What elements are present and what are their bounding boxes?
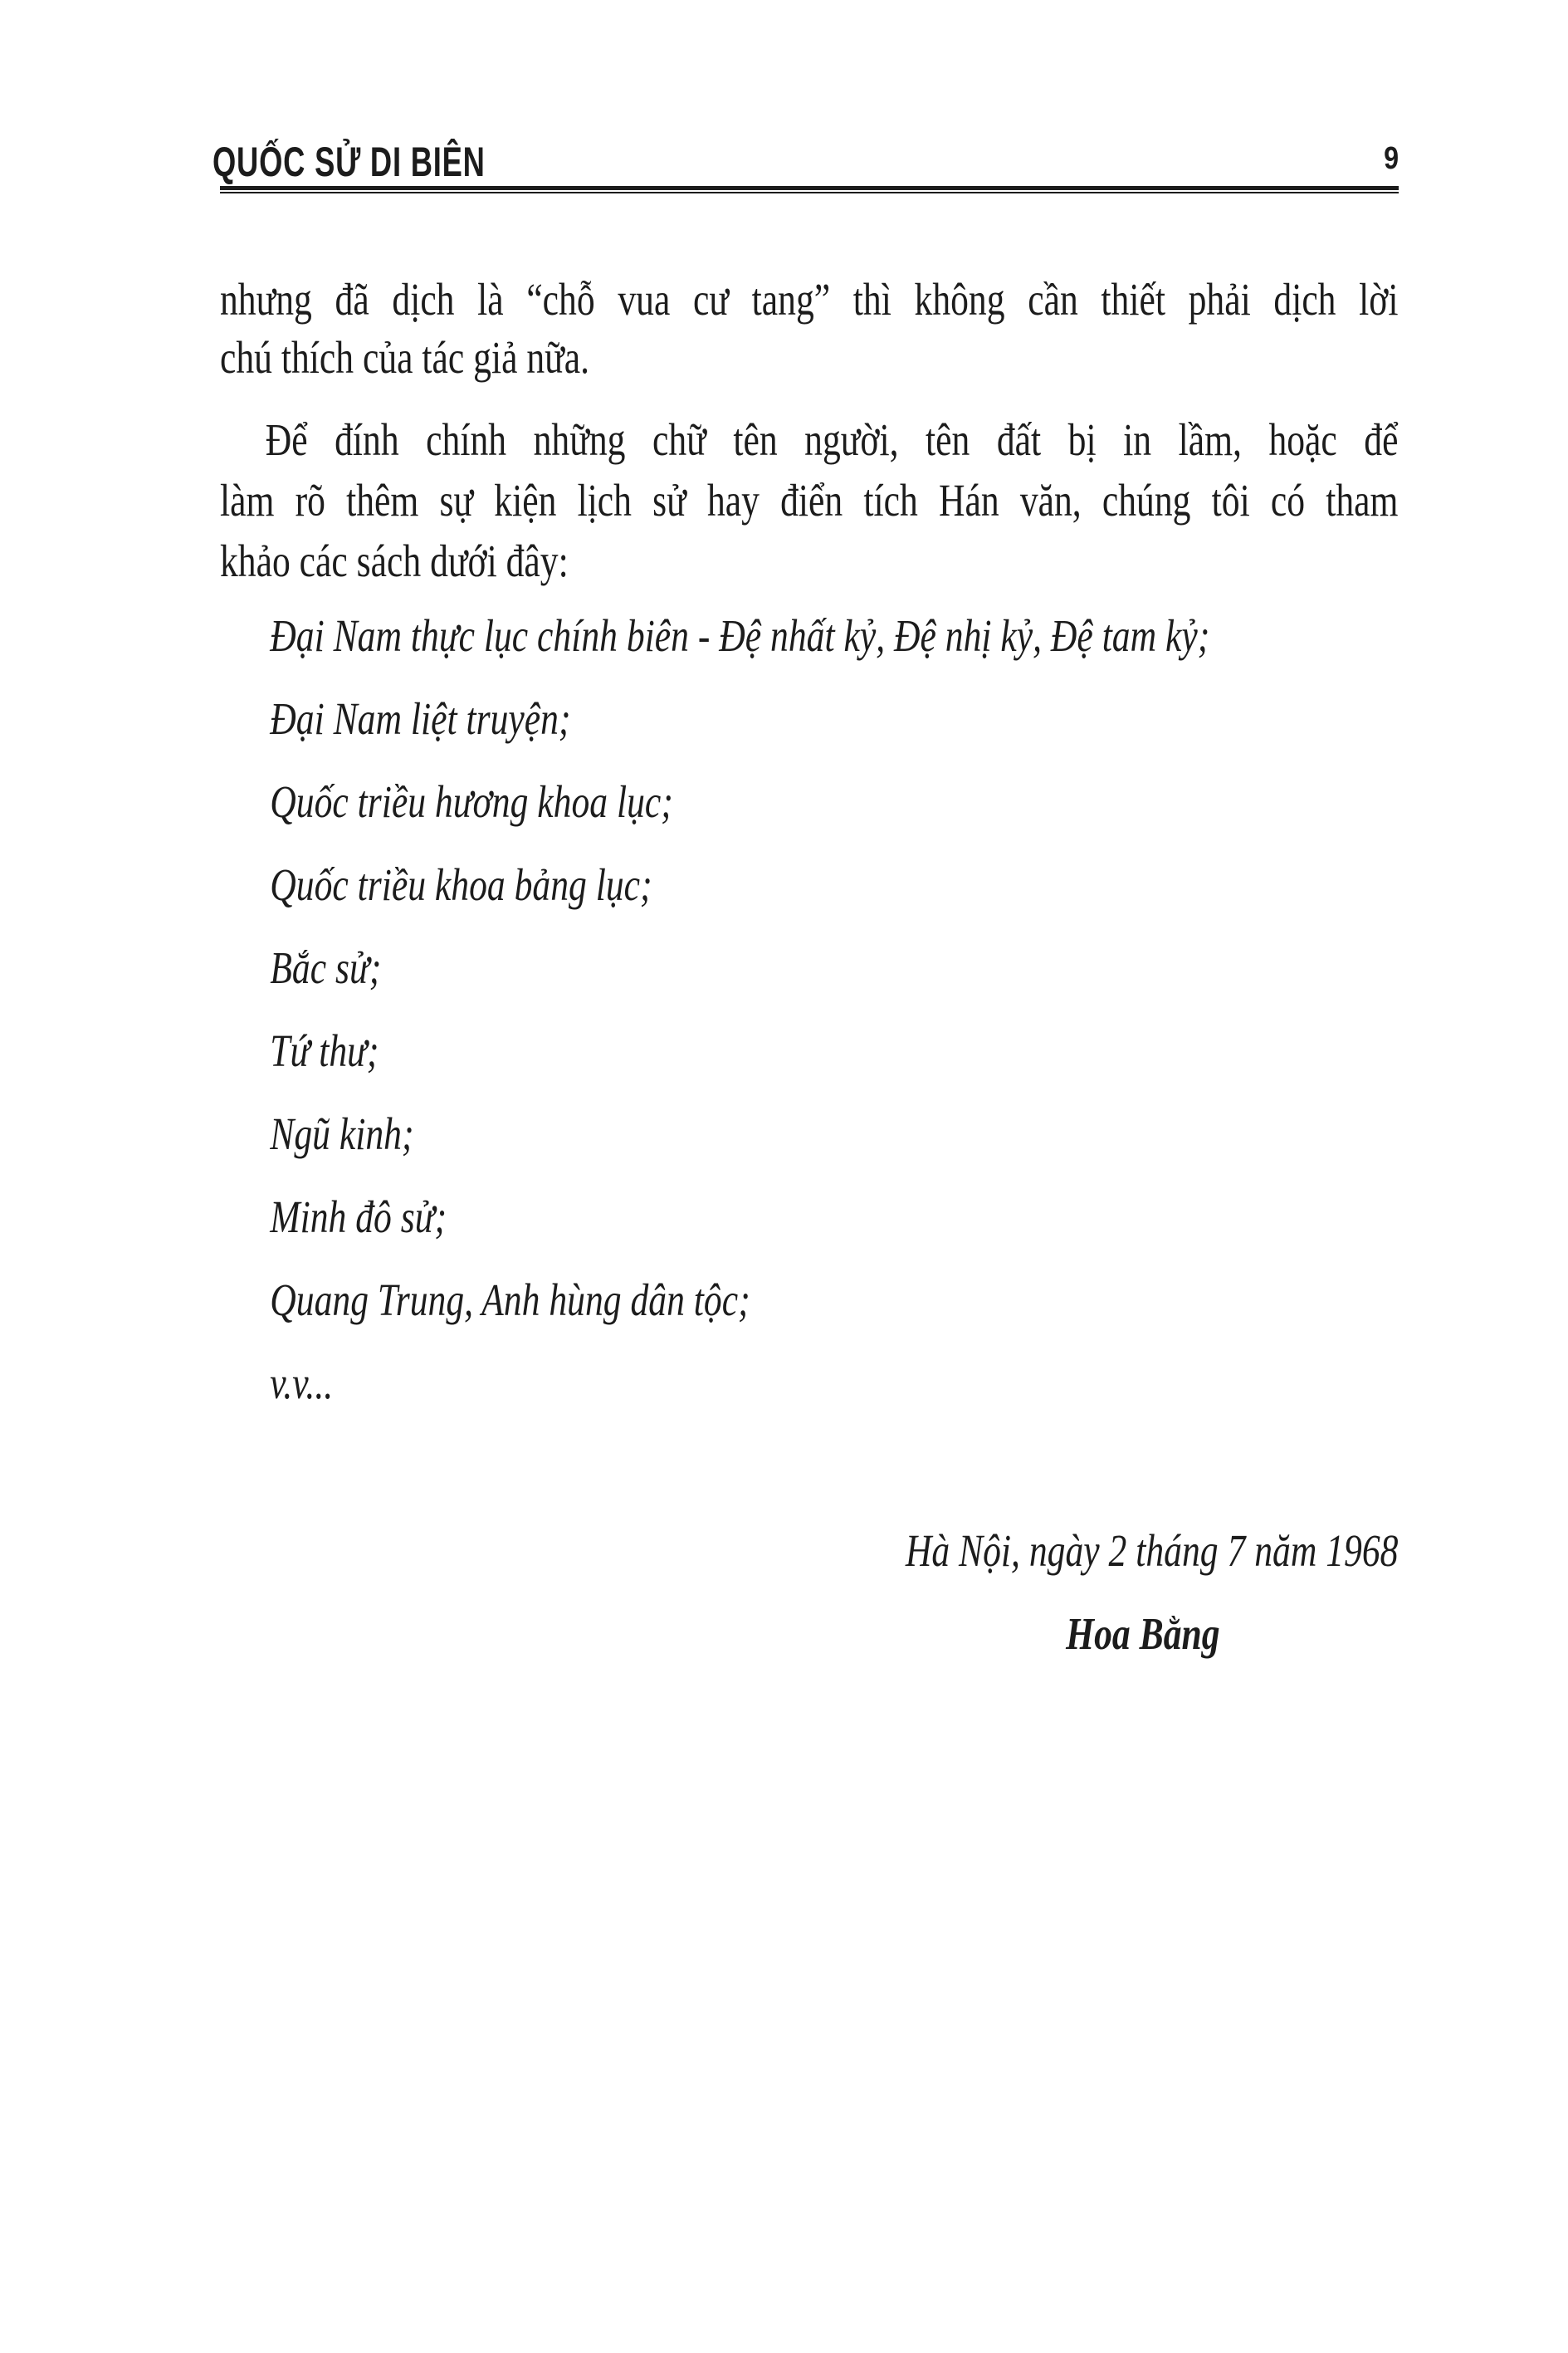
reference-item: Đại Nam thực lục chính biên - Đệ nhất kỷ, Đệ nhị kỷ, Đệ tam kỷ; [270, 610, 1210, 661]
reference-item: Ngũ kinh; [270, 1108, 414, 1159]
reference-item: Đại Nam liệt truyện; [270, 693, 571, 744]
paragraph-2-line-2: làm rõ thêm sự kiện lịch sử hay điển tích Hán văn, chúng tôi có tham [220, 475, 1399, 526]
reference-item: Tứ thư; [270, 1025, 379, 1076]
closing-author-name: Hoa Bằng [1066, 1608, 1220, 1659]
running-head-title: QUỐC SỬ DI BIÊN [212, 138, 486, 185]
reference-item: Minh đô sử; [270, 1191, 447, 1242]
paragraph-2-line-1: Để đính chính những chữ tên người, tên đất bị in lầm, hoặc để [265, 414, 1399, 465]
reference-list [220, 606, 1398, 1436]
reference-item: v.v... [270, 1358, 334, 1408]
reference-item: Quốc triều hương khoa lục; [270, 776, 673, 827]
text-column [220, 0, 1398, 2353]
page-number: 9 [1384, 141, 1399, 176]
paragraph-2 [220, 409, 1398, 591]
closing-dateline: Hà Nội, ngày 2 tháng 7 năm 1968 [905, 1525, 1399, 1576]
reference-item: Quốc triều khoa bảng lục; [270, 859, 652, 910]
paragraph-1-line-2: chú thích của tác giả nữa. [220, 332, 590, 383]
reference-item: Bắc sử; [270, 942, 382, 993]
paragraph-1-line-1: nhưng đã dịch là “chỗ vua cư tang” thì không cần thiết phải dịch lời [220, 274, 1399, 325]
paragraph-1 [220, 271, 1398, 387]
reference-item: Quang Trung, Anh hùng dân tộc; [270, 1274, 750, 1325]
paragraph-2-line-3: khảo các sách dưới đây: [220, 536, 569, 586]
